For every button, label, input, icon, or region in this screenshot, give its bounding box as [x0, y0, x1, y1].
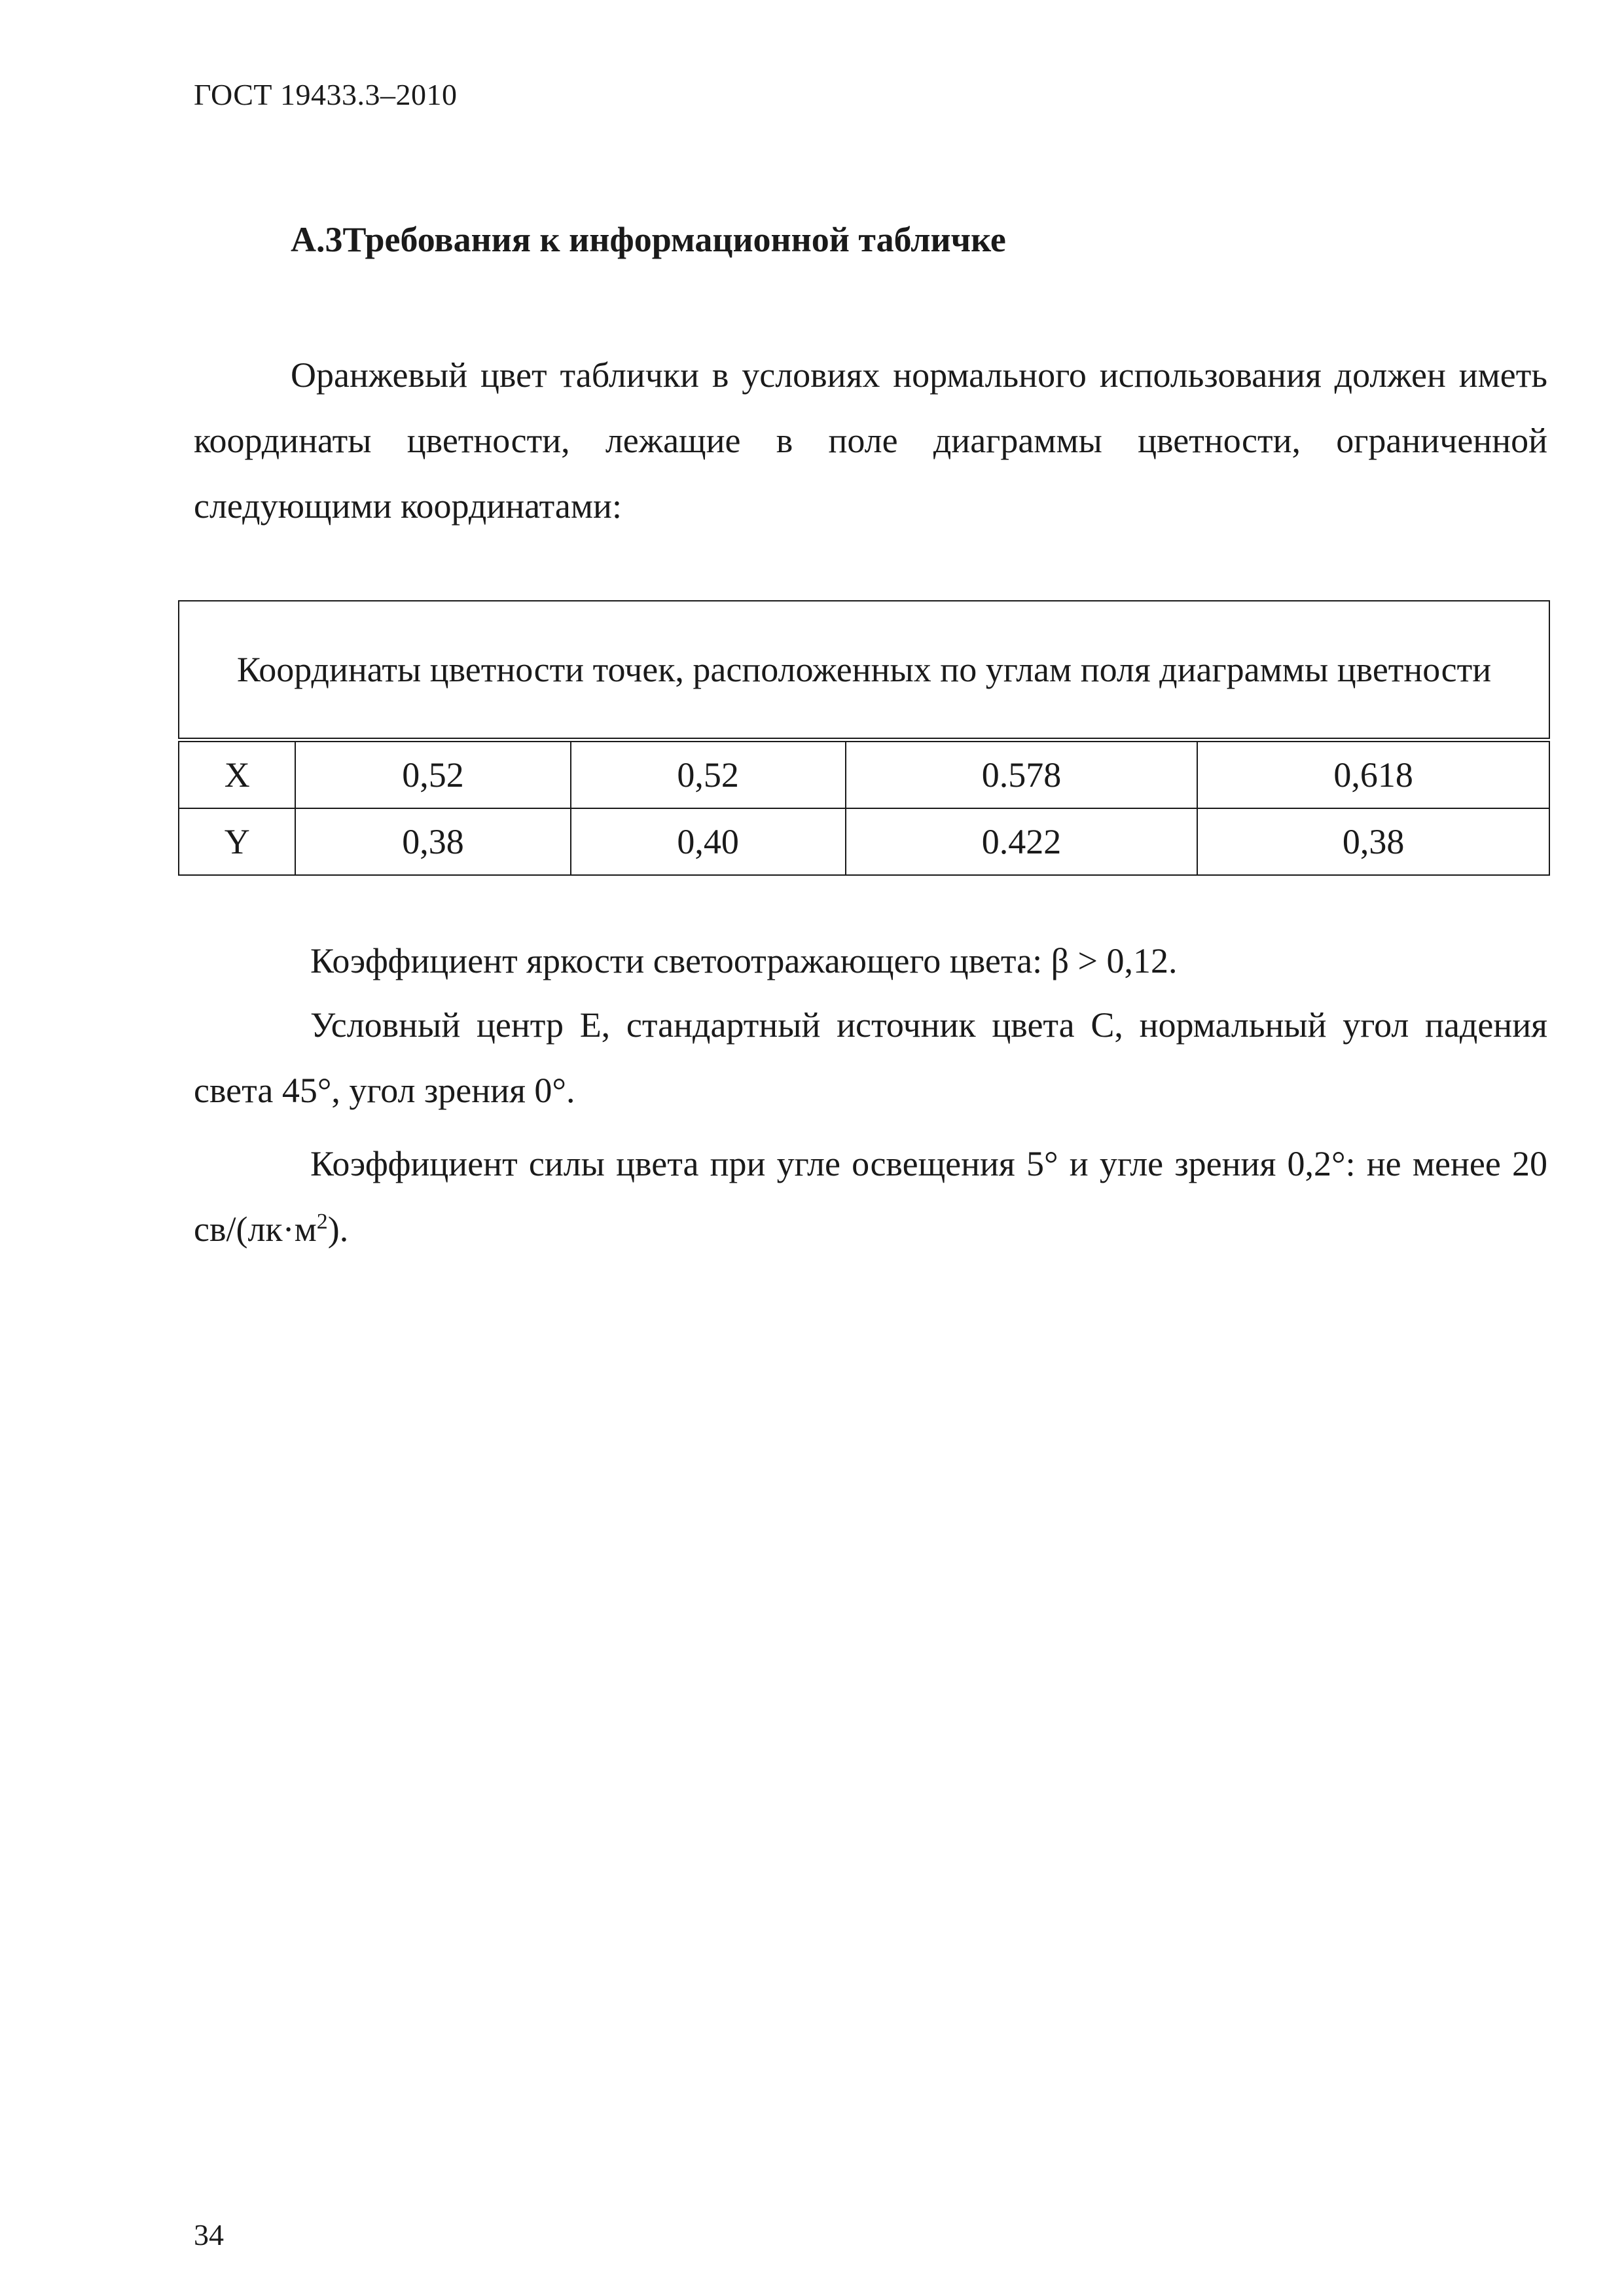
section-heading: А.3Требования к информационной табличке	[291, 220, 1006, 259]
table-cell: 0,38	[295, 808, 570, 875]
intensity-text: Коэффициент силы цвета при угле освещения 5° и угле зрения 0,2°: не менее 20 св/(лк·м	[194, 1144, 1547, 1249]
table-row	[179, 808, 1549, 875]
document-header: ГОСТ 19433.3–2010	[194, 78, 458, 111]
page-number: 34	[194, 2218, 224, 2251]
row-label-y: Y	[179, 808, 295, 875]
table-caption-row	[179, 601, 1549, 740]
table-row	[179, 740, 1549, 809]
conditions-paragraph: Условный центр Е, стандартный источник цвета С, нормальный угол падения света 45°, угол зрения 0°.	[194, 1005, 1547, 1110]
table-caption: Координаты цветности точек, расположенных по углам поля диаграммы цветности	[179, 601, 1549, 740]
chromaticity-table-container	[178, 600, 1550, 876]
brightness-paragraph: Коэффициент яркости светоотражающего цвета: β > 0,12.	[310, 941, 1178, 980]
table-cell: 0,52	[571, 740, 846, 809]
table-cell: 0,52	[295, 740, 570, 809]
table-cell: 0.578	[846, 740, 1198, 809]
intensity-superscript: 2	[316, 1210, 328, 1234]
chromaticity-table	[178, 600, 1550, 876]
intro-paragraph: Оранжевый цвет таблички в условиях нормального использования должен иметь координаты цветности, лежащие в поле диаграммы цветности, ограниченной следующими координатами:	[194, 355, 1547, 526]
table-cell: 0,40	[571, 808, 846, 875]
intensity-end: ).	[327, 1210, 349, 1249]
table-cell: 0,38	[1197, 808, 1549, 875]
table-cell: 0,618	[1197, 740, 1549, 809]
table-cell: 0.422	[846, 808, 1198, 875]
row-label-x: X	[179, 740, 295, 809]
intensity-paragraph	[194, 1131, 1547, 1262]
